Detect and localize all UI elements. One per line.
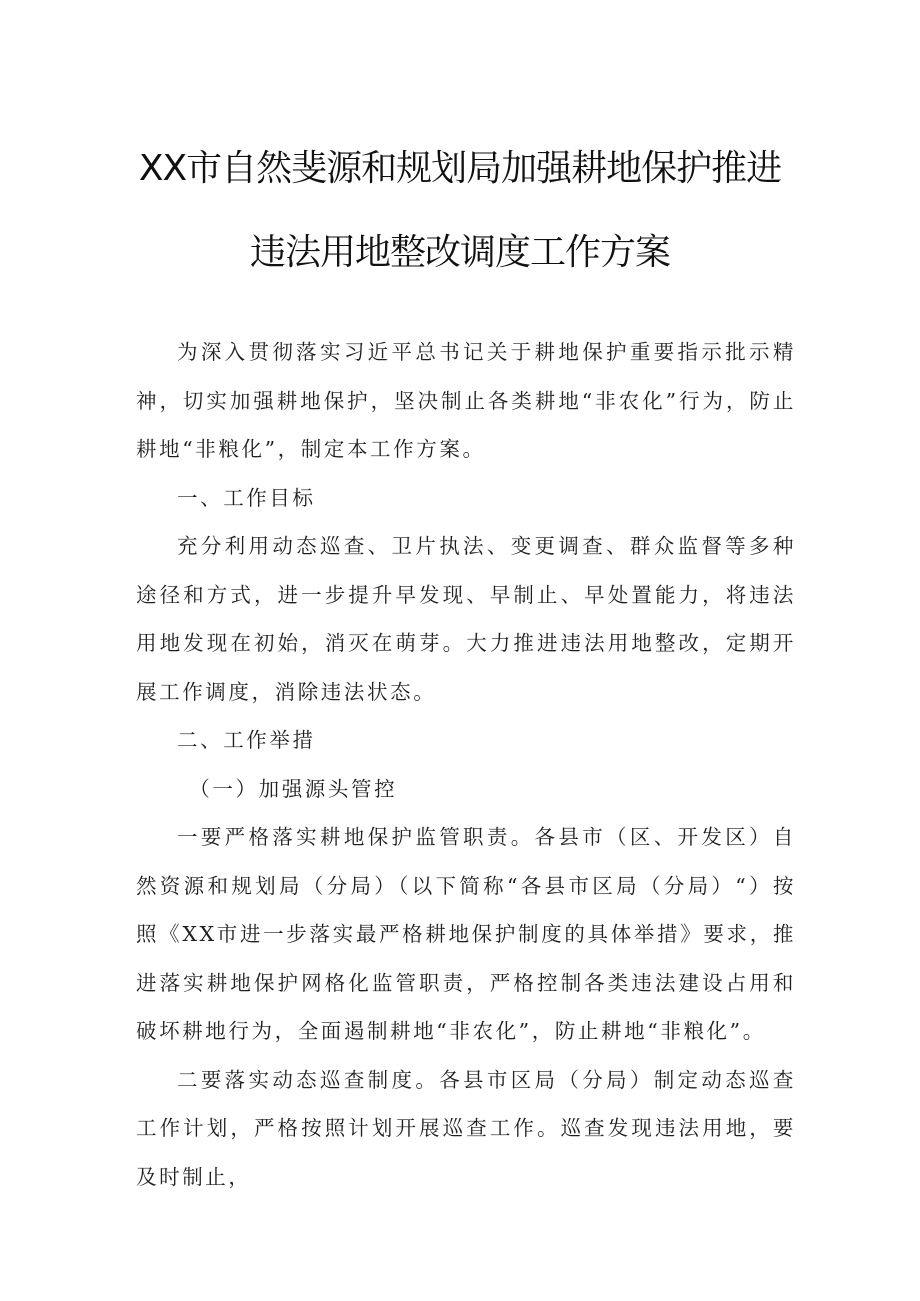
intro-paragraph: 为深入贯彻落实习近平总书记关于耕地保护重要指示批示精神，切实加强耕地保护，坚决制止各类耕地“非农化”行为，防止耕地“非粮化”，制定本工作方案。 <box>136 340 796 461</box>
measure-paragraph-2: 二要落实动态巡查制度。各县市区局（分局）制定动态巡查工作计划，严格按照计划开展巡查工作。巡查发现违法用地，要及时制止， <box>136 1067 796 1189</box>
document-title-line-2: 违法用地整改调度工作方案 <box>249 232 670 273</box>
document-body <box>136 328 796 1201</box>
subsection-heading-source-control: （一）加强源头管控 <box>189 776 398 801</box>
section-heading-goals: 一、工作目标 <box>177 485 316 510</box>
measure-paragraph-1: 一要严格落实耕地保护监管职责。各县市（区、开发区）自然资源和规划局（分局）（以下简称“各县市区局（分局）“）按照《XX市进一步落实最严格耕地保护制度的具体举措》要求，推进落实耕地保护网格化监管职责，严格控制各类违法建设占用和破坏耕地行为，全面遏制耕地“非农化”，防止耕地“非粮化”。 <box>136 825 796 1043</box>
document-title-line-1: XX市自然斐源和规划局加强耕地保护推进 <box>138 148 782 189</box>
section-heading-measures: 二、工作举措 <box>177 728 316 752</box>
goals-paragraph: 充分利用动态巡查、卫片执法、变更调查、群众监督等多种途径和方式，进一步提升早发现、早制止、早处置能力，将违法用地发现在初始，消灭在萌芽。大力推进违法用地整改，定期开展工作调度，消除违法状态。 <box>136 534 796 704</box>
